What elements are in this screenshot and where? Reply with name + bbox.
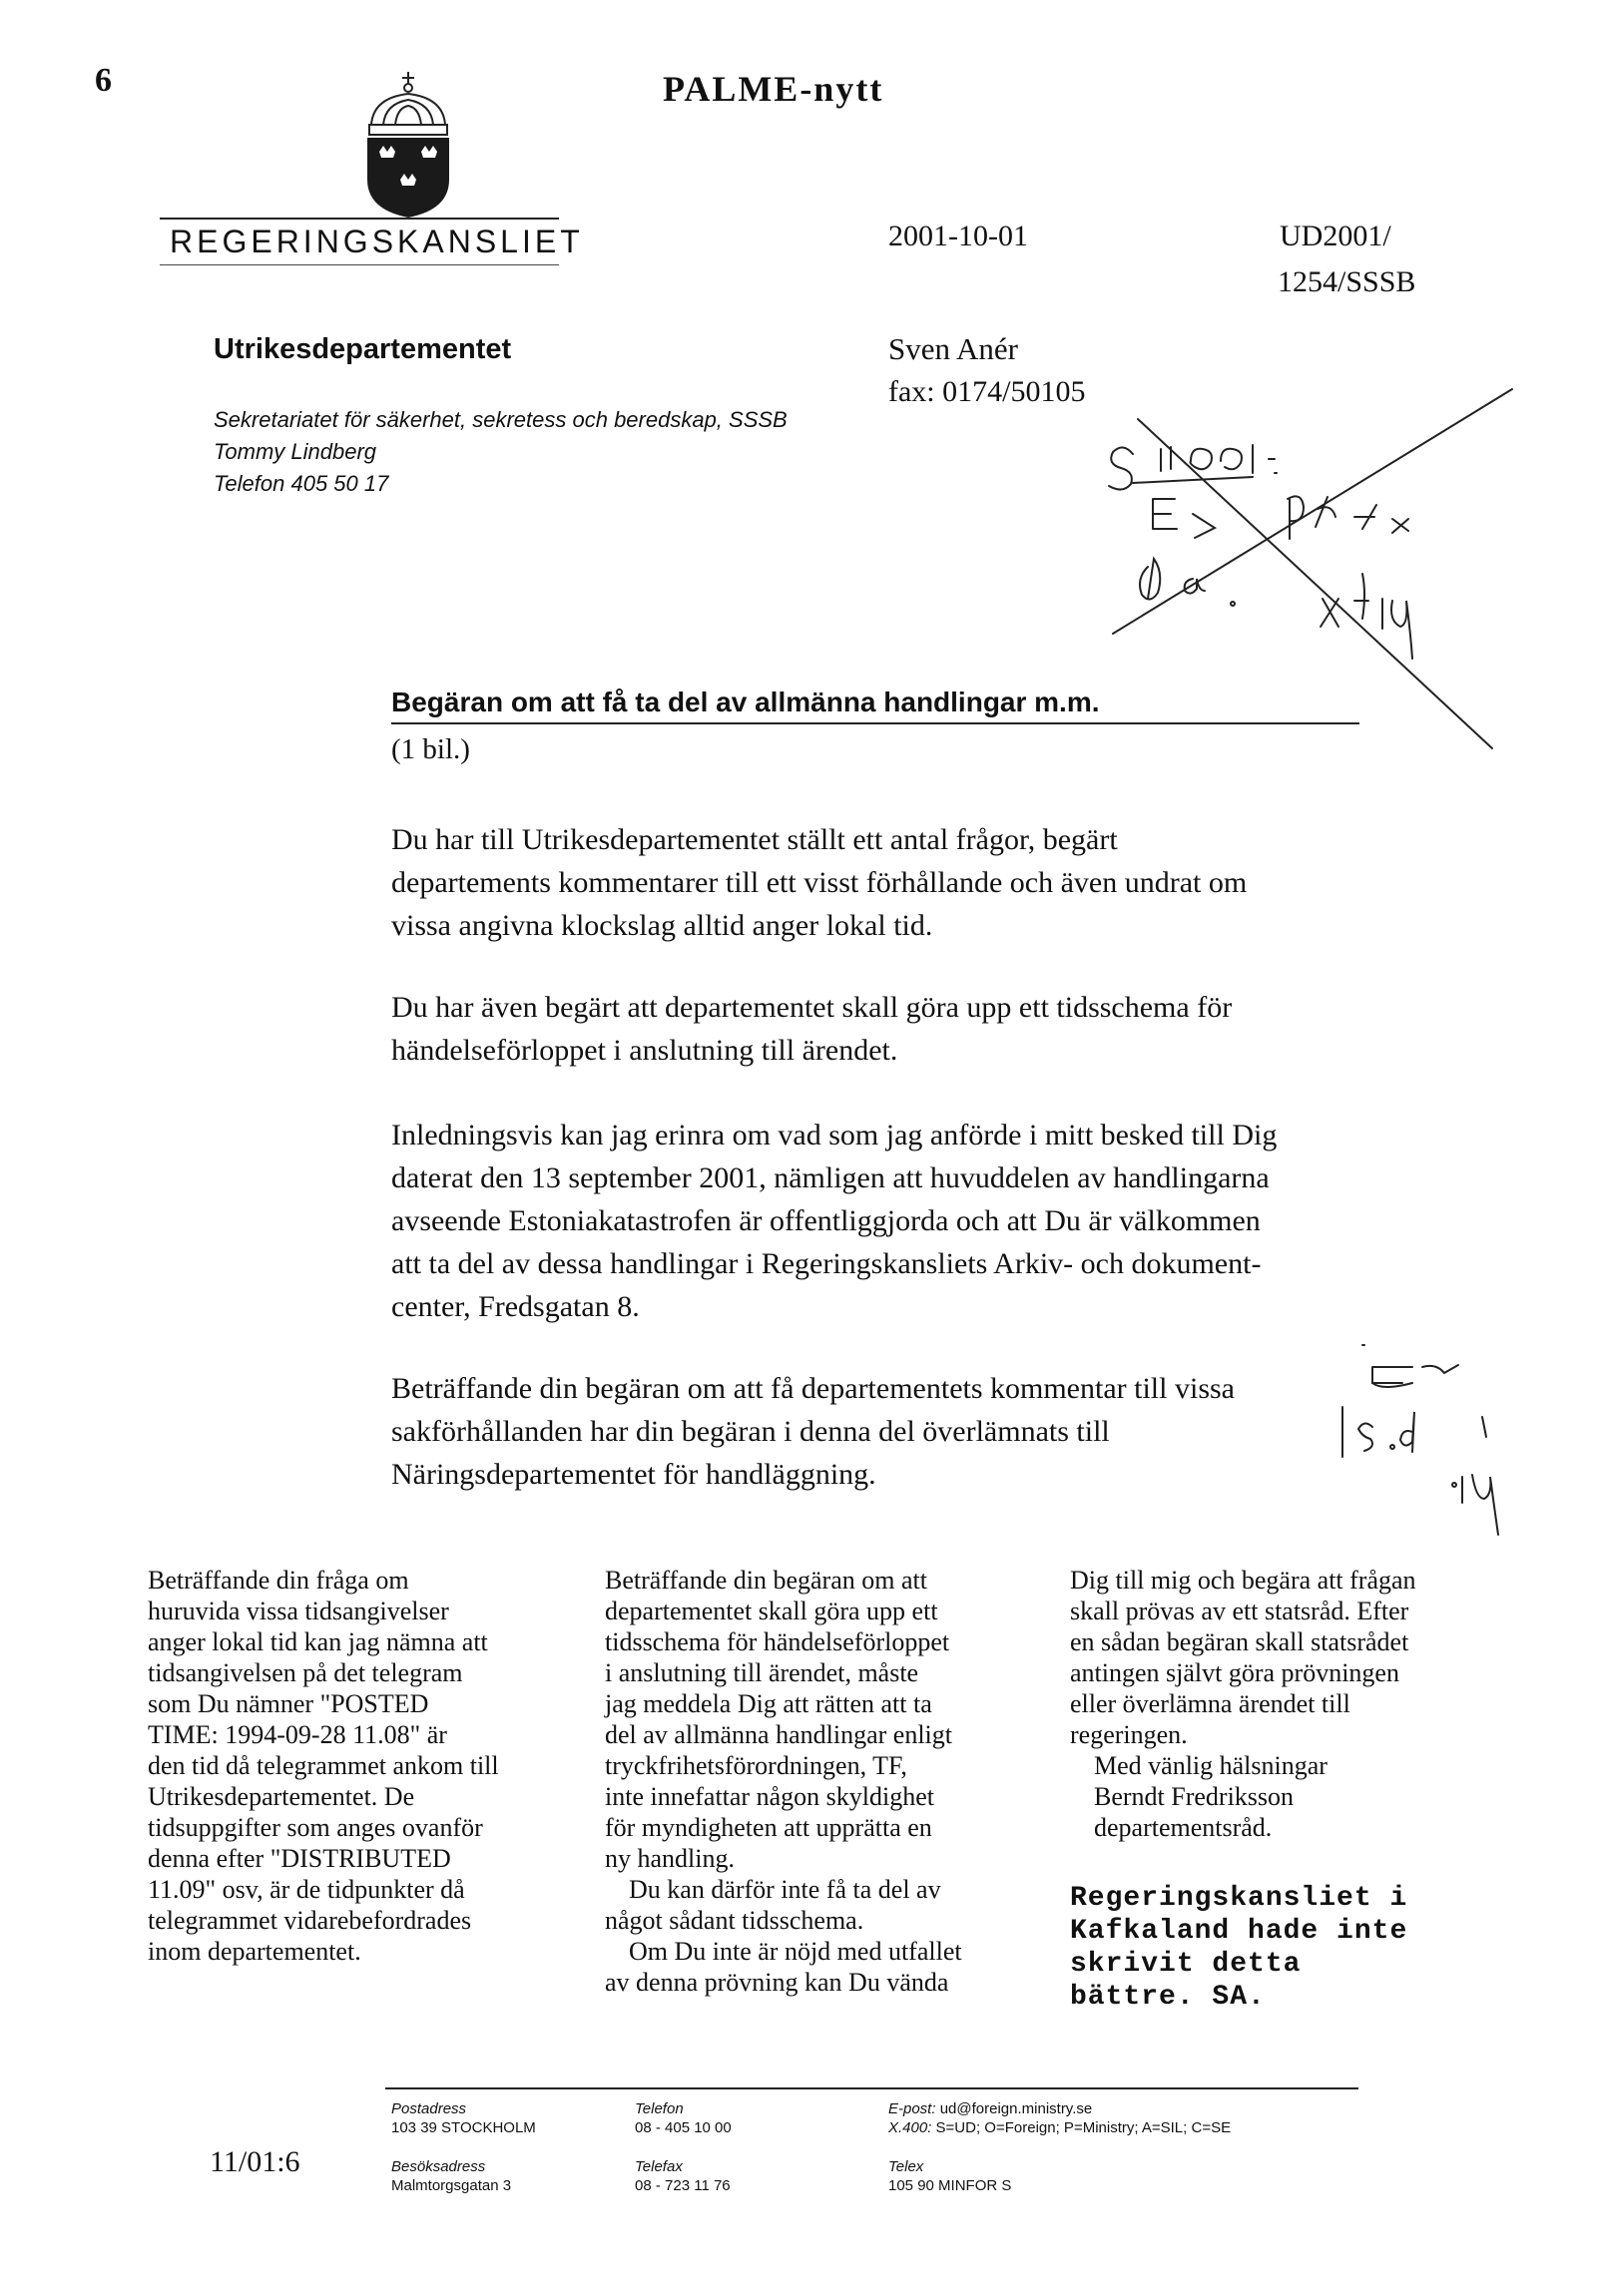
footer-phone [635, 2099, 732, 2137]
text-line: jag meddela Dig att rätten att ta [605, 1689, 932, 1718]
text-line: bättre. SA. [1070, 1982, 1266, 2013]
text-line: Inledningsvis kan jag erinra om vad som jag anförde i mitt besked till Dig [391, 1119, 1278, 1151]
text-line: departements kommentarer till ett visst förhållande och även undrat om [391, 866, 1248, 899]
text-line: Regeringskansliet i [1070, 1883, 1408, 1914]
document-stamp: 11/01:6 [210, 2145, 300, 2178]
handwritten-annotation [1093, 379, 1522, 758]
recipient-name: Sven Anér [888, 331, 1019, 366]
text-line: för myndigheten att upprätta en [605, 1813, 932, 1842]
footer-telex [888, 2157, 1011, 2195]
footer-value: ud@foreign.ministry.se [939, 2100, 1093, 2117]
text-line: Beträffande din begäran om att få departementets kommentar till vissa [391, 1372, 1235, 1405]
text-line: tidsangivelsen på det telegram [148, 1658, 463, 1687]
text-line: Näringsdepartementet för handläggning. [391, 1458, 876, 1491]
text-line: inom departementet. [148, 1937, 361, 1966]
footer-label: Postadress [391, 2100, 467, 2117]
body-paragraph-1 [391, 818, 1369, 947]
sender-contact-name: Tommy Lindberg [214, 439, 377, 464]
text-line: Utrikesdepartementet. De [148, 1782, 415, 1811]
footer-label: X.400: [888, 2119, 932, 2136]
text-line: en sådan begäran skall statsrådet [1070, 1627, 1409, 1656]
text-line: ny handling. [605, 1844, 735, 1873]
text-line: som Du nämner "POSTED [148, 1689, 429, 1718]
column-2 [605, 1565, 962, 1998]
text-line: vissa angivna klockslag alltid anger lokal tid. [391, 909, 933, 942]
column-1 [148, 1565, 499, 1967]
sender-contact-phone: Telefon 405 50 17 [214, 471, 389, 496]
footer-label: Telex [888, 2158, 924, 2175]
body-paragraph-3 [391, 1114, 1369, 1328]
footer-value: 08 - 405 10 00 [635, 2119, 732, 2136]
agency-name: REGERINGSKANSLIET [170, 224, 584, 259]
page-number: 6 [95, 62, 112, 99]
text-line: skrivit detta [1070, 1949, 1302, 1980]
letterhead-rule-bottom [160, 264, 559, 265]
text-line: anger lokal tid kan jag nämna att [148, 1627, 488, 1656]
text-line: något sådant tidsschema. [605, 1906, 864, 1935]
text-line: att ta del av dessa handlingar i Regeringskansliets Arkiv- och dokument- [391, 1247, 1262, 1280]
letterhead-rule [160, 218, 559, 220]
text-line: denna efter "DISTRIBUTED [148, 1844, 451, 1873]
footer-fax [635, 2157, 731, 2195]
text-line: Beträffande din begäran om att [605, 1566, 927, 1595]
sender-department: Utrikesdepartementet [214, 333, 512, 365]
text-line: händelseförloppet i anslutning till ärendet. [391, 1034, 898, 1067]
text-line: del av allmänna handlingar enligt [605, 1720, 952, 1749]
publication-title: PALME-nytt [663, 69, 884, 109]
text-line: den tid då telegrammet ankom till [148, 1751, 499, 1780]
text-line: TIME: 1994-09-28 11.08" är [148, 1720, 447, 1749]
text-line: huruvida vissa tidsangivelser [148, 1597, 449, 1625]
reference-number-line1: UD2001/ [1280, 220, 1391, 252]
footer-postal-address [391, 2099, 536, 2137]
text-line: telegrammet vidarebefordrades [148, 1906, 472, 1935]
text-line: tidsschema för händelseförloppet [605, 1627, 950, 1656]
letter-date: 2001-10-01 [888, 220, 1028, 252]
footer-visiting-address [391, 2157, 511, 2195]
column-3 [1070, 1565, 1416, 1843]
text-line: regeringen. [1070, 1720, 1188, 1749]
footer-value: 105 90 MINFOR S [888, 2177, 1012, 2194]
footer-value: Malmtorgsgatan 3 [391, 2177, 512, 2194]
enclosure-note: (1 bil.) [391, 733, 470, 765]
text-line: center, Fredsgatan 8. [391, 1290, 640, 1323]
signature-title: departementsråd. [1094, 1813, 1273, 1842]
signature-name: Berndt Fredriksson [1094, 1782, 1295, 1811]
text-line: Du kan därför inte få ta del av [629, 1875, 941, 1904]
text-line: skall prövas av ett statsråd. Efter [1070, 1597, 1409, 1625]
footer-label: Telefon [635, 2100, 684, 2117]
text-line: tryckfrihetsförordningen, TF, [605, 1751, 907, 1780]
text-line: Du har till Utrikesdepartementet ställt ett antal frågor, begärt [391, 823, 1118, 856]
text-line: 11.09" osv, är de tidpunkter då [148, 1875, 465, 1904]
letter-subject: Begäran om att få ta del av allmänna handlingar m.m. [391, 687, 1100, 717]
body-paragraph-2 [391, 986, 1369, 1072]
footer-value: 08 - 723 11 76 [635, 2177, 731, 2194]
footer-rule [385, 2087, 1358, 2089]
text-line: avseende Estoniakatastrofen är offentliggjorda och att Du är välkommen [391, 1204, 1261, 1237]
text-line: av denna prövning kan Du vända [605, 1968, 949, 1997]
text-line: departementet skall göra upp ett [605, 1597, 938, 1625]
signature-greeting: Med vänlig hälsningar [1094, 1751, 1328, 1780]
text-line: i anslutning till ärendet, måste [605, 1658, 919, 1687]
text-line: antingen självt göra prövningen [1070, 1658, 1399, 1687]
footer-value: 103 39 STOCKHOLM [391, 2119, 536, 2136]
text-line: Beträffande din fråga om [148, 1566, 409, 1595]
text-line: Du har även begärt att departementet skall göra upp ett tidsschema för [391, 991, 1233, 1024]
body-paragraph-4 [391, 1367, 1369, 1496]
footer-label: Telefax [635, 2158, 683, 2175]
coat-of-arms-logo [353, 70, 463, 220]
footer-label: Besöksadress [391, 2158, 486, 2175]
recipient-fax: fax: 0174/50105 [888, 375, 1086, 408]
text-line: daterat den 13 september 2001, nämligen att huvuddelen av handlingarna [391, 1161, 1270, 1194]
text-line: inte innefattar någon skyldighet [605, 1782, 934, 1811]
text-line: Dig till mig och begära att frågan [1070, 1566, 1416, 1595]
footer-label: E-post: [888, 2100, 936, 2117]
sender-secretariat: Sekretariatet för säkerhet, sekretess och beredskap, SSSB [214, 407, 788, 432]
subject-underline [391, 722, 1359, 724]
footer-value: S=UD; O=Foreign; P=Ministry; A=SIL; C=SE [935, 2119, 1232, 2136]
editor-comment [1070, 1882, 1407, 2014]
footer-email [888, 2099, 1231, 2137]
reference-number-line2: 1254/SSSB [1278, 265, 1416, 298]
margin-handwritten-note [1332, 1337, 1522, 1537]
text-line: Kafkaland hade inte [1070, 1916, 1408, 1947]
text-line: Om Du inte är nöjd med utfallet [629, 1937, 962, 1966]
text-line: sakförhållanden har din begäran i denna del överlämnats till [391, 1415, 1110, 1448]
text-line: tidsuppgifter som anges ovanför [148, 1813, 483, 1842]
text-line: eller överlämna ärendet till [1070, 1689, 1350, 1718]
